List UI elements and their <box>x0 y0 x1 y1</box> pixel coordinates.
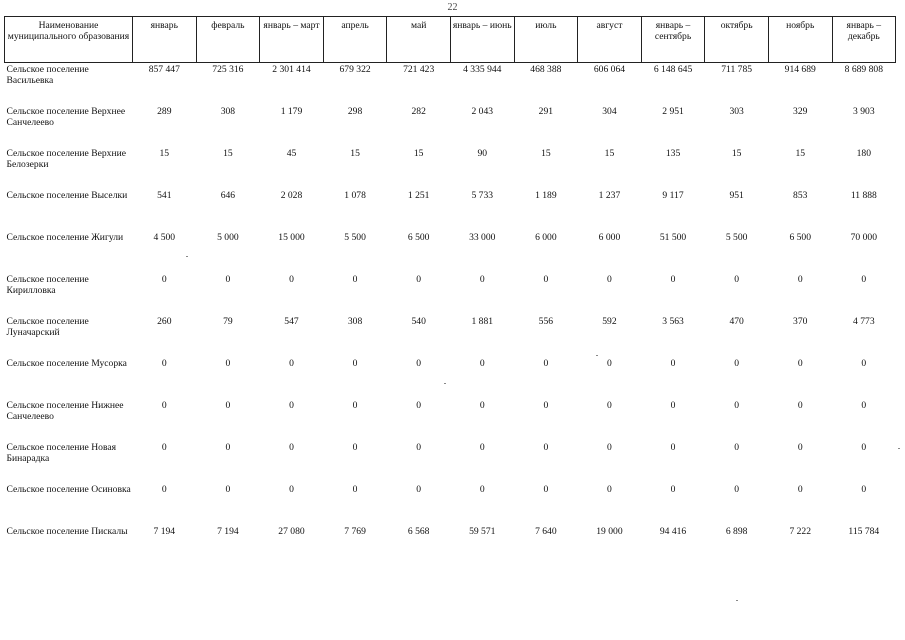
table-row <box>5 106 896 148</box>
header-row <box>5 17 896 63</box>
value-cell: 51 500 <box>659 232 687 243</box>
value-cell: 94 416 <box>659 526 687 537</box>
scan-speck <box>736 600 738 601</box>
value-cell: 1 251 <box>407 190 430 201</box>
value-cell: 0 <box>352 484 358 495</box>
value-cell: 90 <box>477 148 488 159</box>
value-cell: 721 423 <box>403 64 435 75</box>
value-cell: 15 <box>350 148 360 159</box>
value-cell: 914 689 <box>784 64 816 75</box>
value-cell: 6 568 <box>407 526 430 537</box>
value-cell: 2 043 <box>471 106 494 117</box>
value-cell: 15 <box>541 148 551 159</box>
value-cell: 79 <box>223 316 233 327</box>
value-cell: 0 <box>670 400 676 411</box>
value-cell: 0 <box>479 400 485 411</box>
value-cell: 646 <box>220 190 236 201</box>
value-cell: 6 148 645 <box>653 64 693 75</box>
table-row <box>5 190 896 232</box>
value-cell: 1 078 <box>344 190 366 201</box>
value-cell: 0 <box>161 484 167 495</box>
value-cell: 0 <box>289 358 294 369</box>
value-cell: 0 <box>416 358 422 369</box>
value-cell: 8 689 808 <box>844 64 884 75</box>
value-cell: 951 <box>729 190 744 201</box>
value-cell: 27 080 <box>278 526 305 537</box>
value-cell: 0 <box>861 358 867 369</box>
value-cell: 0 <box>607 400 612 411</box>
value-cell: 0 <box>861 274 867 285</box>
value-cell: 0 <box>797 400 803 411</box>
value-cell: 45 <box>286 148 297 159</box>
table-row <box>5 148 896 190</box>
value-cell: 19 000 <box>596 526 623 537</box>
page-number: 22 <box>447 2 458 13</box>
value-cell: 0 <box>416 484 422 495</box>
value-cell: 7 194 <box>153 526 176 537</box>
value-cell: 0 <box>352 442 358 453</box>
value-cell: 540 <box>411 316 426 327</box>
scan-speck <box>186 256 188 257</box>
row-name-cell: Сельское поселение Луначарский <box>6 316 89 338</box>
value-cell: 0 <box>670 274 676 285</box>
value-cell: 0 <box>416 274 422 285</box>
value-cell: 6 500 <box>407 232 430 243</box>
value-cell: 1 881 <box>471 316 494 327</box>
value-cell: 291 <box>538 106 554 117</box>
value-cell: 0 <box>797 442 803 453</box>
value-cell: 0 <box>225 484 231 495</box>
value-cell: 5 500 <box>725 232 748 243</box>
value-cell: 711 785 <box>721 64 753 75</box>
value-cell: 0 <box>225 274 231 285</box>
row-name-cell: Сельское поселение Осиновка <box>6 484 131 495</box>
value-cell: 0 <box>607 484 612 495</box>
table-row <box>5 400 896 442</box>
table-row <box>5 232 896 274</box>
value-cell: 0 <box>352 358 358 369</box>
column-header: октябрь <box>705 17 769 63</box>
value-cell: 260 <box>157 316 172 327</box>
value-cell: 15 000 <box>278 232 305 243</box>
table-row <box>5 526 896 568</box>
value-cell: 2 951 <box>662 106 684 117</box>
column-header: февраль <box>196 17 260 63</box>
value-cell: 7 222 <box>789 526 812 537</box>
value-cell: 0 <box>161 274 167 285</box>
value-cell: 0 <box>289 400 294 411</box>
table-body <box>5 63 896 569</box>
value-cell: 547 <box>284 316 299 327</box>
value-cell: 0 <box>734 400 740 411</box>
value-cell: 5 000 <box>217 232 239 243</box>
value-cell: 7 769 <box>344 526 366 537</box>
value-cell: 6 500 <box>789 232 812 243</box>
value-cell: 4 773 <box>853 316 875 327</box>
value-cell: 0 <box>543 274 549 285</box>
value-cell: 370 <box>793 316 808 327</box>
value-cell: 0 <box>543 400 549 411</box>
value-cell: 308 <box>220 106 236 117</box>
value-cell: 15 <box>413 148 424 159</box>
table-header <box>5 17 896 63</box>
row-name-cell: Сельское поселение Васильевка <box>6 64 89 86</box>
table-row <box>5 442 896 484</box>
row-name-cell: Сельское поселение Жигули <box>6 232 124 243</box>
value-cell: 0 <box>607 274 612 285</box>
value-cell: 298 <box>347 106 363 117</box>
value-cell: 0 <box>416 400 422 411</box>
value-cell: 0 <box>734 442 740 453</box>
value-cell: 308 <box>347 316 363 327</box>
row-name-cell: Сельское поселение Кирилловка <box>6 274 89 296</box>
value-cell: 15 <box>159 148 170 159</box>
value-cell: 115 784 <box>848 526 880 537</box>
table-row <box>5 484 896 526</box>
value-cell: 0 <box>670 442 676 453</box>
value-cell: 541 <box>157 190 172 201</box>
value-cell: 0 <box>352 400 358 411</box>
column-header-name: Наименование муниципального образования <box>5 17 133 63</box>
value-cell: 0 <box>734 484 740 495</box>
row-name-cell: Сельское поселение Пискалы <box>6 526 128 537</box>
value-cell: 606 064 <box>593 64 626 75</box>
value-cell: 9 117 <box>662 190 684 201</box>
value-cell: 282 <box>411 106 426 117</box>
data-table <box>4 16 896 568</box>
value-cell: 0 <box>670 358 676 369</box>
value-cell: 5 733 <box>471 190 494 201</box>
row-name-cell: Сельское поселение Верхнее Санчелеево <box>6 106 126 128</box>
value-cell: 135 <box>665 148 681 159</box>
value-cell: 0 <box>861 484 867 495</box>
value-cell: 0 <box>670 484 676 495</box>
value-cell: 329 <box>793 106 808 117</box>
value-cell: 1 179 <box>280 106 303 117</box>
value-cell: 7 194 <box>217 526 239 537</box>
value-cell: 0 <box>479 442 485 453</box>
value-cell: 0 <box>607 442 612 453</box>
value-cell: 3 903 <box>853 106 875 117</box>
column-header: январь – декабрь <box>832 17 896 63</box>
value-cell: 679 322 <box>339 64 371 75</box>
value-cell: 0 <box>861 400 867 411</box>
value-cell: 7 640 <box>535 526 557 537</box>
value-cell: 0 <box>479 274 485 285</box>
column-header: май <box>387 17 451 63</box>
value-cell: 15 <box>604 148 615 159</box>
value-cell: 0 <box>225 400 231 411</box>
column-header: июль <box>514 17 578 63</box>
value-cell: 1 237 <box>598 190 621 201</box>
value-cell: 6 898 <box>725 526 748 537</box>
value-cell: 180 <box>856 148 872 159</box>
value-cell: 11 888 <box>850 190 877 201</box>
value-cell: 15 <box>795 148 806 159</box>
table-row <box>5 358 896 400</box>
value-cell: 0 <box>479 484 485 495</box>
row-name-cell: Сельское поселение Нижнее Санчелеево <box>6 400 124 422</box>
value-cell: 15 <box>223 148 233 159</box>
value-cell: 853 <box>793 190 808 201</box>
value-cell: 0 <box>289 442 294 453</box>
value-cell: 15 <box>731 148 742 159</box>
column-header: ноябрь <box>768 17 832 63</box>
value-cell: 0 <box>734 358 740 369</box>
value-cell: 0 <box>797 484 803 495</box>
value-cell: 0 <box>161 400 167 411</box>
value-cell: 4 335 944 <box>463 64 502 75</box>
row-name-cell: Сельское поселение Выселки <box>6 190 128 201</box>
value-cell: 0 <box>479 358 485 369</box>
column-header: январь – сентябрь <box>641 17 705 63</box>
value-cell: 2 028 <box>280 190 303 201</box>
value-cell: 0 <box>734 274 740 285</box>
value-cell: 70 000 <box>850 232 878 243</box>
value-cell: 5 500 <box>344 232 366 243</box>
value-cell: 0 <box>543 484 549 495</box>
value-cell: 0 <box>289 484 294 495</box>
value-cell: 1 189 <box>535 190 557 201</box>
value-cell: 2 301 414 <box>272 64 311 75</box>
scan-speck <box>596 355 598 356</box>
value-cell: 0 <box>225 442 231 453</box>
table-row <box>5 63 896 107</box>
value-cell: 303 <box>729 106 744 117</box>
value-cell: 33 000 <box>469 232 496 243</box>
row-name-cell: Сельское поселение Новая Бинарадка <box>6 442 117 464</box>
value-cell: 470 <box>729 316 744 327</box>
value-cell: 0 <box>861 442 867 453</box>
value-cell: 0 <box>161 358 167 369</box>
value-cell: 0 <box>161 442 167 453</box>
row-name-cell: Сельское поселение Верхние Белозерки <box>6 148 126 170</box>
table-row <box>5 274 896 316</box>
table-row <box>5 316 896 358</box>
column-header: август <box>578 17 642 63</box>
value-cell: 304 <box>602 106 617 117</box>
value-cell: 6 000 <box>598 232 621 243</box>
value-cell: 0 <box>797 274 803 285</box>
column-header: апрель <box>323 17 387 63</box>
value-cell: 0 <box>797 358 803 369</box>
value-cell: 289 <box>157 106 172 117</box>
value-cell: 4 500 <box>153 232 176 243</box>
value-cell: 0 <box>543 358 549 369</box>
scan-speck <box>898 448 900 449</box>
column-header: январь – июнь <box>450 17 514 63</box>
value-cell: 0 <box>543 442 549 453</box>
value-cell: 6 000 <box>535 232 557 243</box>
column-header: январь <box>133 17 197 63</box>
row-name-cell: Сельское поселение Мусорка <box>6 358 127 369</box>
column-header: январь – март <box>260 17 324 63</box>
value-cell: 592 <box>602 316 617 327</box>
value-cell: 59 571 <box>469 526 496 537</box>
value-cell: 725 316 <box>212 64 244 75</box>
value-cell: 857 447 <box>148 64 180 75</box>
scan-speck <box>444 383 446 384</box>
value-cell: 556 <box>538 316 554 327</box>
value-cell: 3 563 <box>662 316 684 327</box>
value-cell: 0 <box>225 358 231 369</box>
value-cell: 0 <box>607 358 612 369</box>
value-cell: 0 <box>416 442 422 453</box>
value-cell: 0 <box>289 274 294 285</box>
value-cell: 468 388 <box>530 64 562 75</box>
value-cell: 0 <box>352 274 358 285</box>
